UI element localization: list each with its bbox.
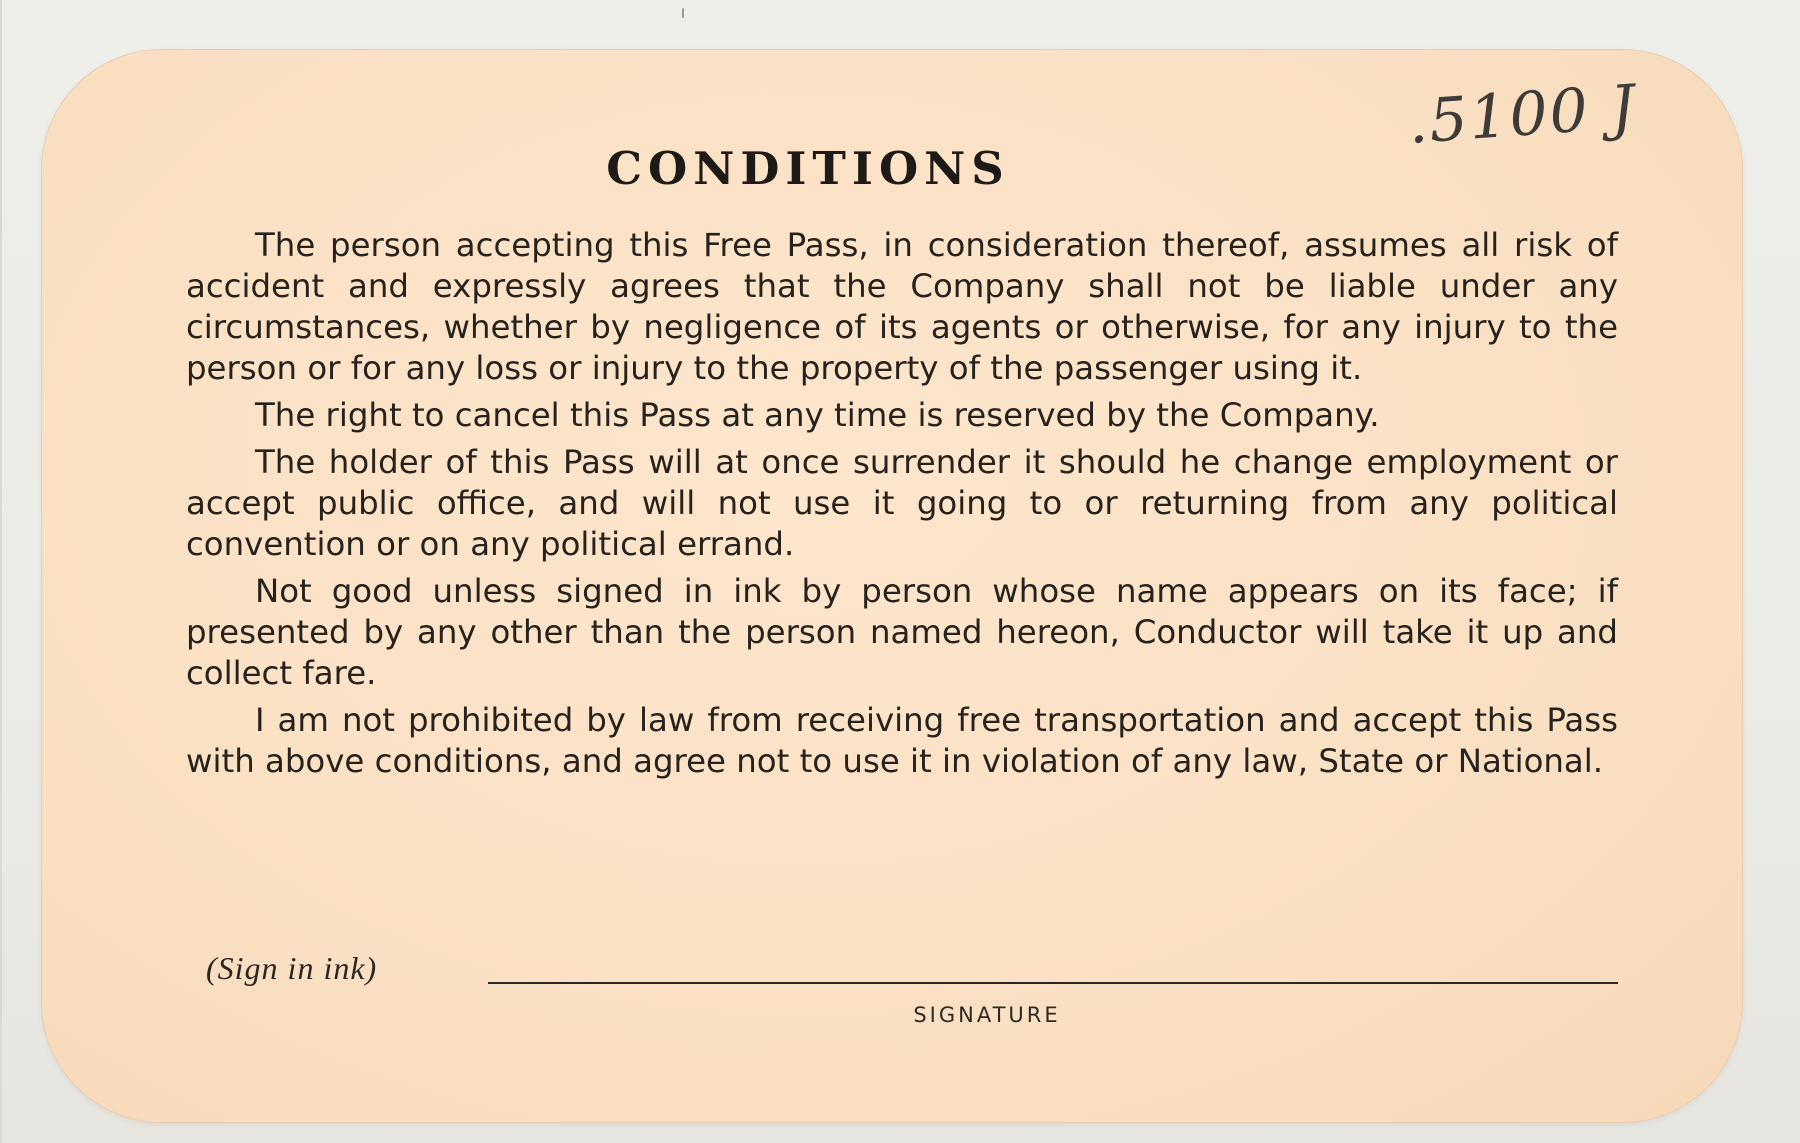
handwritten-note: .5100 J	[1405, 72, 1640, 158]
condition-paragraph-law: I am not prohibited by law from receiving free transportation and accept this Pass with above conditions, and agree not to use it in violation of any law, State or National.	[186, 701, 1618, 780]
sign-in-ink-label: (Sign in ink)	[206, 950, 378, 986]
card-content	[42, 50, 1742, 1122]
condition-paragraph-liability: The person accepting this Free Pass, in consideration thereof, assumes all risk of accident and expressly agrees that the Company shall not be liable under any circumstances, whether by negligence of its agents or otherwise, for any injury to the person or for any loss or injury to the property of the passenger using it.	[186, 226, 1618, 387]
conditions-title: CONDITIONS	[606, 142, 1010, 195]
condition-paragraph-signature: Not good unless signed in ink by person whose name appears on its face; if presented by any other than the person named hereon, Conductor will take it up and collect fare.	[186, 572, 1618, 692]
signature-caption: SIGNATURE	[913, 1003, 1061, 1027]
signature-line[interactable]	[488, 982, 1618, 984]
condition-paragraph-surrender: The holder of this Pass will at once surrender it should he change employment or accept public office, and will not use it going to or returning from any political convention or on any political errand.	[186, 443, 1618, 563]
conditions-text	[186, 225, 1618, 788]
condition-paragraph-cancel: The right to cancel this Pass at any time is reserved by the Company.	[255, 396, 1380, 434]
pass-card-back	[42, 50, 1742, 1122]
dust-speck	[682, 8, 684, 18]
